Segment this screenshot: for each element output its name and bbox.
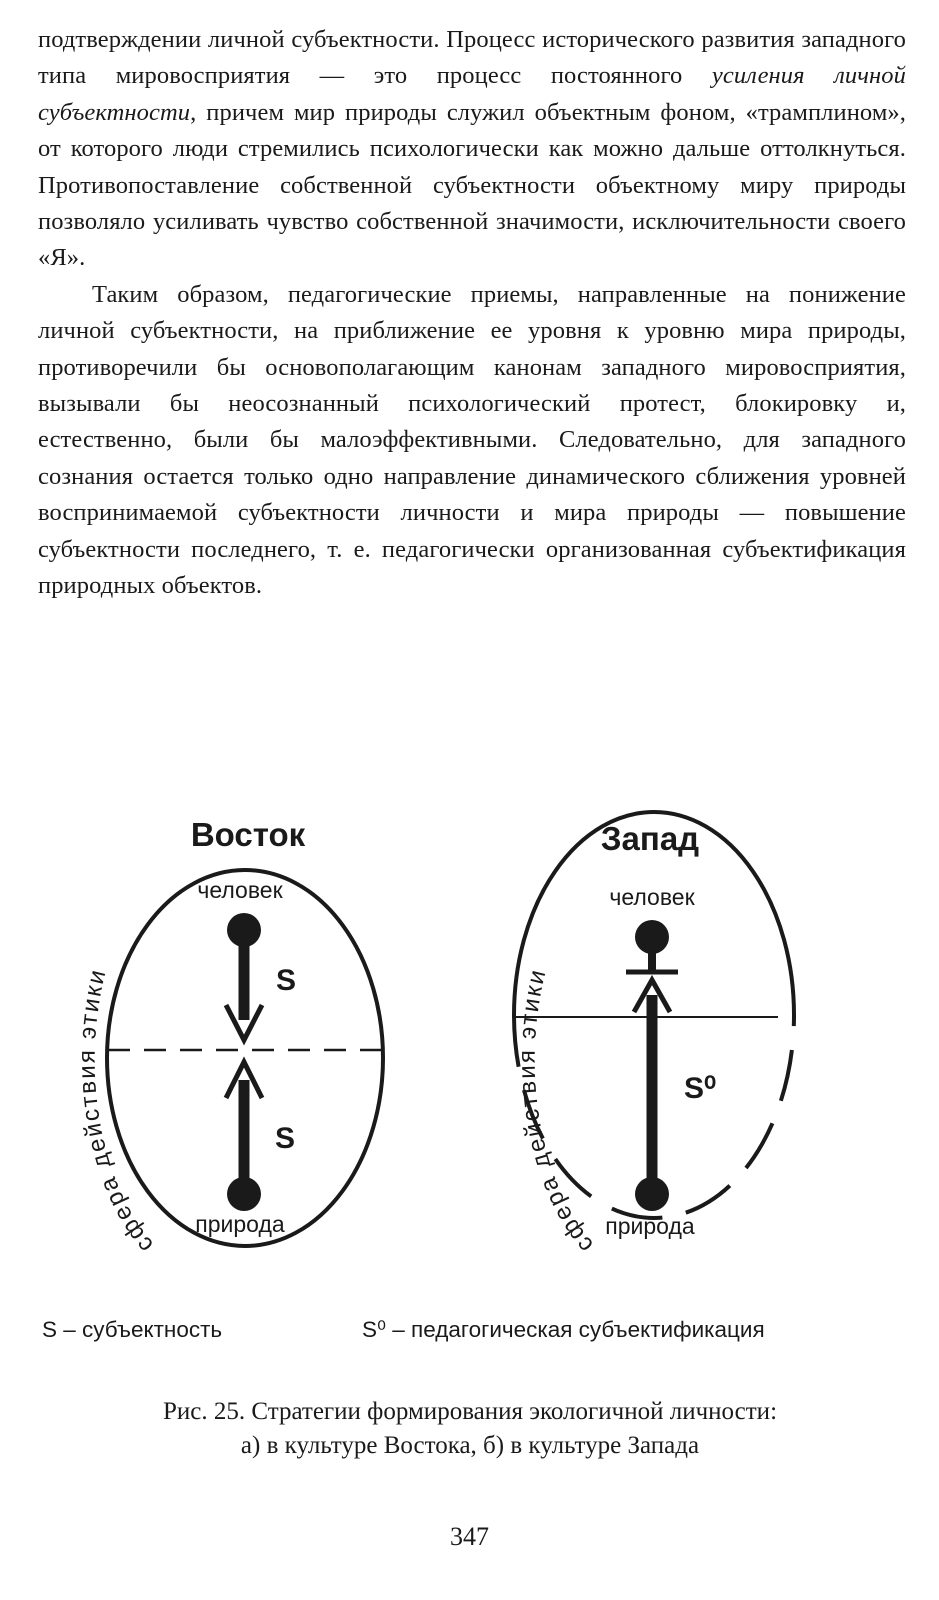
- east-top-node: [227, 913, 261, 947]
- west-bottom-node: [635, 1177, 669, 1211]
- west-bottom-label: природа: [605, 1213, 695, 1239]
- paragraph-1-end: , причем мир природы служил объектным фоном, «трамплином», от которого люди стремились психологически как можно дальше оттолкнуться. Противопоставление собственной субъектности объектному миру природы позволяло усиливать чувство собственной значимости, исключительности своего «Я».: [38, 98, 906, 272]
- east-lower-s-label: S: [274, 1122, 296, 1155]
- east-top-label: человек: [197, 877, 283, 903]
- west-diagram: [514, 812, 794, 1258]
- legend-s: S – субъектность: [42, 1317, 223, 1342]
- caption-line-2: а) в культуре Востока, б) в культуре Запада: [240, 1432, 700, 1459]
- figure-diagram: [0, 780, 939, 1340]
- figure-caption: [30, 1395, 910, 1463]
- east-title: Восток: [190, 816, 306, 853]
- east-upper-s-label: S: [275, 964, 297, 997]
- paragraph-1-emphasis: усиления личной субъектности: [38, 62, 906, 126]
- paragraph-1: [38, 22, 906, 277]
- west-top-node: [635, 920, 669, 954]
- paragraph-2: Таким образом, педагогические приемы, направленные на понижение личной субъектности, на приближение ее уровня к уровню мира природы, противоречили бы основополагающим канонам западного мировосприятия, вызывали бы неосознанный психологический протест, блокировку и, естественно, были бы малоэффективными. Следовательно, для западного сознания остается только одно направление динамического сближения уровней воспринимаемой субъектности личности и мира природы — повышение субъектности последнего, т. е. педагогически организованная субъектификация природных объектов.: [38, 280, 906, 600]
- west-title: Запад: [600, 820, 700, 857]
- west-arc-label: сфера действия этики: [513, 965, 599, 1258]
- caption-line-1: Рис. 25. Стратегии формирования экологичной личности:: [162, 1398, 778, 1425]
- page-number: 347: [450, 1522, 489, 1551]
- west-s0-label: S⁰: [683, 1072, 717, 1105]
- east-arc-label: сфера действия этики: [73, 965, 159, 1258]
- body-text: [38, 22, 906, 605]
- figure-svg: [0, 780, 939, 1340]
- paragraph-1-start: подтверждении личной субъектности. Процесс исторического развития западного типа мировосприятия — это процесс постоянного: [38, 26, 906, 90]
- legend-s0: S⁰ – педагогическая субъектификация: [362, 1317, 765, 1342]
- west-top-label: человек: [609, 884, 695, 910]
- east-bottom-label: природа: [195, 1211, 285, 1237]
- east-diagram: [74, 816, 383, 1258]
- east-bottom-node: [227, 1177, 261, 1211]
